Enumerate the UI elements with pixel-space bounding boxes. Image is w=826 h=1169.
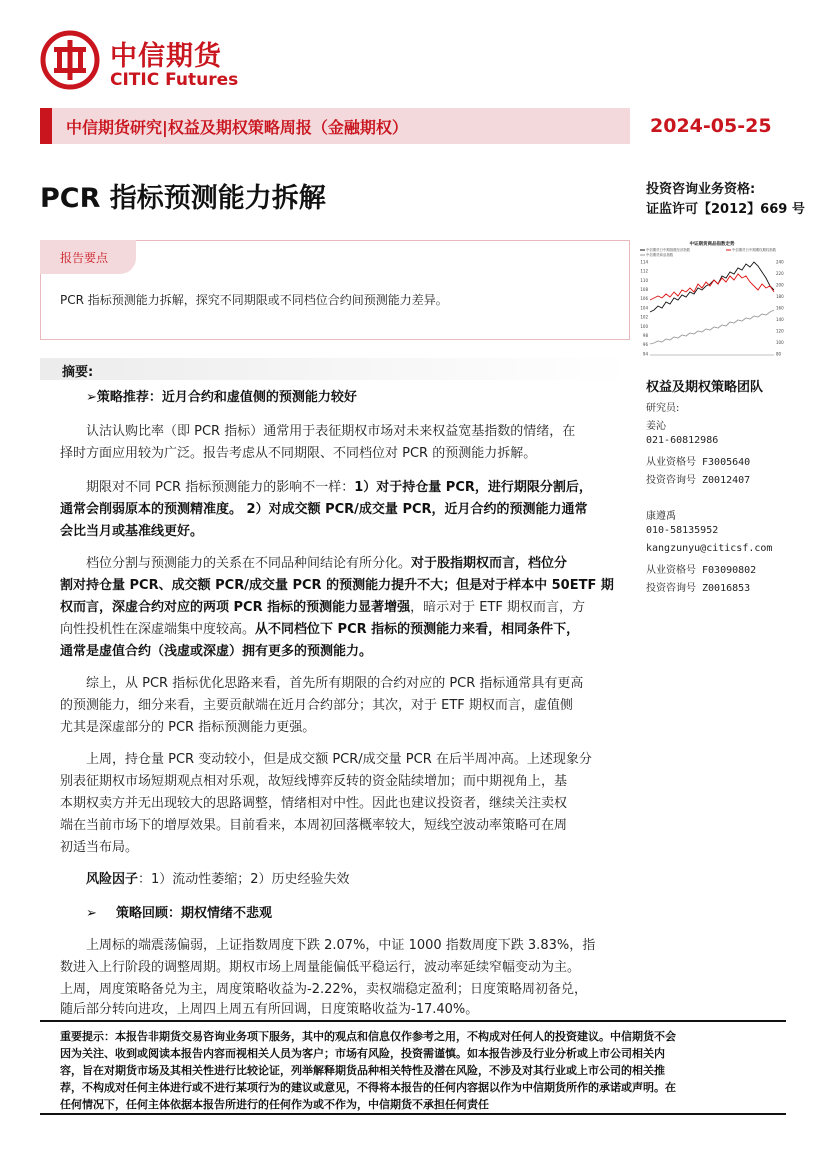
p3-text-f: 从不同档位下 PCR 指标的预测能力来看，相同条件下， bbox=[255, 622, 580, 637]
legend-item-2: 中信期货日中期期权期权指数 bbox=[732, 248, 777, 252]
disclaimer-line-5: 任何情况下，任何主体依据本报告所进行的任何作为或不作为，中信期货不承担任何责任 bbox=[60, 1098, 489, 1111]
qualification-line-1: 投资咨询业务资格: bbox=[646, 182, 756, 197]
left-axis-tick-label: 104 bbox=[640, 305, 648, 311]
abstract-heading bbox=[40, 358, 630, 380]
member-1-license: 从业资格号 F3005640 bbox=[646, 457, 751, 468]
left-axis-tick-label: 98 bbox=[642, 333, 648, 338]
abstract-heading-text: 摘要: bbox=[62, 365, 94, 380]
logo-en: CITIC Futures bbox=[110, 70, 239, 90]
p5-line-3: 本期权卖方并无出现较大的思路调整，情绪相对中性。因此也建议投资者，继续关注卖权 bbox=[60, 796, 568, 811]
p2-line-1 bbox=[86, 480, 592, 496]
right-axis-tick-label: 160 bbox=[776, 305, 784, 311]
left-axis-tick-label: 96 bbox=[642, 342, 648, 348]
member-1-name: 姜沁 bbox=[646, 421, 666, 432]
p5-line-1: 上周，持仓量 PCR 变动较小，但是成交额 PCR/成交量 PCR 在后半周冲高。上述现象分 bbox=[86, 752, 592, 767]
right-axis-tick-label: 100 bbox=[776, 339, 784, 345]
left-axis-tick-label: 114 bbox=[640, 259, 648, 265]
chart-legend bbox=[640, 247, 777, 257]
banner-text: 中信期货研究|权益及期权策略周报（金融期权） bbox=[66, 118, 408, 137]
disclaimer-line-2: 因为关注、收到或阅读本报告内容而视相关人员为客户；市场有风险，投资需谨慎。如本报告涉及行业分析或上市公司相关内 bbox=[60, 1047, 665, 1060]
risk-text: ：1）流动性萎缩；2）历史经验失效 bbox=[138, 872, 350, 887]
member-2-advisor: 投资咨询号 Z0016853 bbox=[646, 583, 751, 594]
risk-factors bbox=[86, 872, 350, 888]
series-line-gray bbox=[650, 310, 774, 344]
qualification bbox=[646, 180, 805, 220]
left-axis-tick-label: 106 bbox=[640, 296, 648, 302]
p3-text-b: 对于股指期权而言，档位分 bbox=[411, 556, 568, 571]
p3-text-d: ，暗示对于 ETF 期权而言，方 bbox=[410, 600, 586, 615]
left-axis-ticks bbox=[640, 259, 648, 356]
p5-line-4: 端在当前市场下的增厚效果。目前看来，本周初回落概率较大，短线空波动率策略可在周 bbox=[60, 818, 568, 833]
chart-title: 中证期货商品指数走势 bbox=[689, 242, 735, 247]
right-axis-tick-label: 80 bbox=[776, 351, 782, 357]
researcher-label: 研究员: bbox=[646, 403, 680, 414]
p3-text-a: 档位分割与预测能力的关系在不同品种间结论有所分化。 bbox=[86, 556, 412, 571]
left-axis-tick-label: 102 bbox=[640, 314, 648, 320]
logo-cn: 中信期货 bbox=[110, 41, 222, 72]
section-2-marker: ➢ bbox=[86, 906, 97, 921]
p2-text-a: 期限对不同 PCR 指标预测能力的影响不一样： bbox=[86, 480, 355, 495]
citic-emblem-icon bbox=[40, 30, 100, 90]
p5-line-5: 初适当布局。 bbox=[60, 840, 139, 855]
p2-line-3: 会比当月或基准线更好。 bbox=[60, 524, 204, 539]
member-2-phone: 010-58135952 bbox=[646, 525, 719, 536]
right-axis-ticks bbox=[776, 259, 784, 356]
left-axis-tick-label: 94 bbox=[642, 351, 648, 357]
key-points-text: PCR 指标预测能力拆解，探究不同期限或不同档位合约间预测能力差异。 bbox=[60, 293, 448, 307]
left-axis-tick-label: 112 bbox=[640, 268, 648, 274]
p3-text-e: 向性投机性在深虚端集中度较高。 bbox=[60, 622, 256, 637]
p3-line-2: 割对持仓量 PCR、成交额 PCR/成交量 PCR 的预测能力提升不大；但是对于样本中 50ETF 期 bbox=[60, 578, 614, 593]
right-axis-tick-label: 240 bbox=[776, 259, 784, 265]
disclaimer-line-1: 重要提示：本报告非期货交易咨询业务项下服务，其中的观点和信息仅作参考之用，不构成对任何人的投资建议。中信期货不会 bbox=[60, 1030, 676, 1043]
risk-label: 风险因子 bbox=[86, 872, 139, 887]
p2-line-2: 通常会削弱原本的预测精准度。 2）对成交额 PCR/成交量 PCR，近月合约的预测能力通常 bbox=[60, 502, 588, 517]
series-line-red bbox=[650, 274, 774, 300]
section-1-title: ➢策略推荐：近月合约和虚值侧的预测能力较好 bbox=[86, 390, 357, 405]
p4-line-3: 尤其是深虚部分的 PCR 指标预测能力更强。 bbox=[60, 720, 316, 735]
disclaimer-line-4: 荐，不构成对任何主体进行或不进行某项行为的建议或意见，不得将本报告的任何内容据以作为中信期货所作的承诺或声明。在 bbox=[60, 1081, 676, 1094]
p3-line-4 bbox=[60, 622, 579, 638]
p4-line-2: 的预测能力，细分来看，主要贡献端在近月合约部分；其次，对于 ETF 期权而言，虚值侧 bbox=[60, 698, 573, 713]
p2-text-b: 1）对于持仓量 PCR，进行期限分割后， bbox=[354, 480, 592, 495]
p6-line-4: 随后部分转向进攻，上周四上周五有所回调，日度策略收益为-17.40%。 bbox=[60, 1002, 479, 1017]
legend-item-3: 中信期货商品指数 bbox=[646, 253, 674, 257]
p5-line-2: 别表征期权市场短期观点相对乐观，故短线博弈反转的资金陆续增加；而中期视角上，基 bbox=[60, 774, 568, 789]
page-title: PCR 指标预测能力拆解 bbox=[40, 183, 326, 214]
p1-line-1: 认沽认购比率（即 PCR 指标）通常用于表征期权市场对未来权益宽基指数的情绪，在 bbox=[86, 424, 576, 439]
p6-line-1: 上周标的端震荡偏弱，上证指数周度下跌 2.07%，中证 1000 指数周度下跌 3.83%，指 bbox=[86, 938, 596, 953]
qualification-line-2: 证监许可【2012】669 号 bbox=[646, 202, 805, 217]
p1-line-2: 择时方面应用较为广泛。报告考虑从不同期限、不同档位对 PCR 的预测能力拆解。 bbox=[60, 446, 537, 461]
report-date: 2024-05-25 bbox=[650, 115, 772, 137]
right-axis-tick-label: 200 bbox=[776, 282, 784, 288]
p3-line-3 bbox=[60, 600, 585, 616]
left-axis-tick-label: 110 bbox=[640, 277, 648, 283]
p3-line-5: 通常是虚值合约（浅虚或深虚）拥有更多的预测能力。 bbox=[60, 644, 373, 659]
key-points-tab bbox=[40, 240, 136, 274]
p3-text-c: 权而言，深虚合约对应的两项 PCR 指标的预测能力显著增强 bbox=[60, 600, 411, 615]
p6-line-3: 上周，周度策略备兑为主，周度策略收益为-2.22%，卖权端稳定盈利；日度策略周初备兑， bbox=[60, 982, 587, 997]
disclaimer-box bbox=[40, 1020, 786, 1115]
right-axis-tick-label: 220 bbox=[776, 270, 784, 276]
left-axis-tick-label: 100 bbox=[640, 323, 648, 329]
member-1-phone: 021-60812986 bbox=[646, 435, 719, 446]
header-banner bbox=[40, 108, 630, 144]
legend-item-1: 中信期货日中期指数经济指数 bbox=[646, 248, 691, 252]
member-2-email[interactable]: kangzunyu@citicsf.com bbox=[646, 543, 773, 554]
citic-logo bbox=[40, 30, 260, 92]
p4-line-1: 综上，从 PCR 指标优化思路来看，首先所有期限的合约对应的 PCR 指标通常具有更高 bbox=[86, 676, 584, 691]
side-chart bbox=[636, 240, 788, 360]
team-title: 权益及期权策略团队 bbox=[646, 380, 764, 395]
disclaimer-line-3: 容，旨在对期货市场及其相关性进行比较论证，列举解释期货品种相关特性及潜在风险，不涉及对其行业或上市公司的相关推 bbox=[60, 1064, 665, 1077]
key-points-tab-label: 报告要点 bbox=[60, 251, 109, 265]
right-axis-tick-label: 120 bbox=[776, 328, 784, 334]
right-axis-tick-label: 180 bbox=[776, 293, 784, 299]
member-1-advisor: 投资咨询号 Z0012407 bbox=[646, 475, 751, 486]
section-2-title: 策略回顾：期权情绪不悲观 bbox=[116, 906, 273, 921]
member-2-name: 康遵禹 bbox=[646, 511, 676, 522]
left-axis-tick-label: 108 bbox=[640, 287, 648, 292]
member-2-license: 从业资格号 F03090802 bbox=[646, 565, 757, 576]
right-axis-tick-label: 140 bbox=[776, 316, 784, 322]
p6-line-2: 数进入上行阶段的调整周期。期权市场上周量能偏低平稳运行，波动率延续窄幅变动为主。 bbox=[60, 960, 581, 975]
p3-line-1 bbox=[86, 556, 567, 572]
